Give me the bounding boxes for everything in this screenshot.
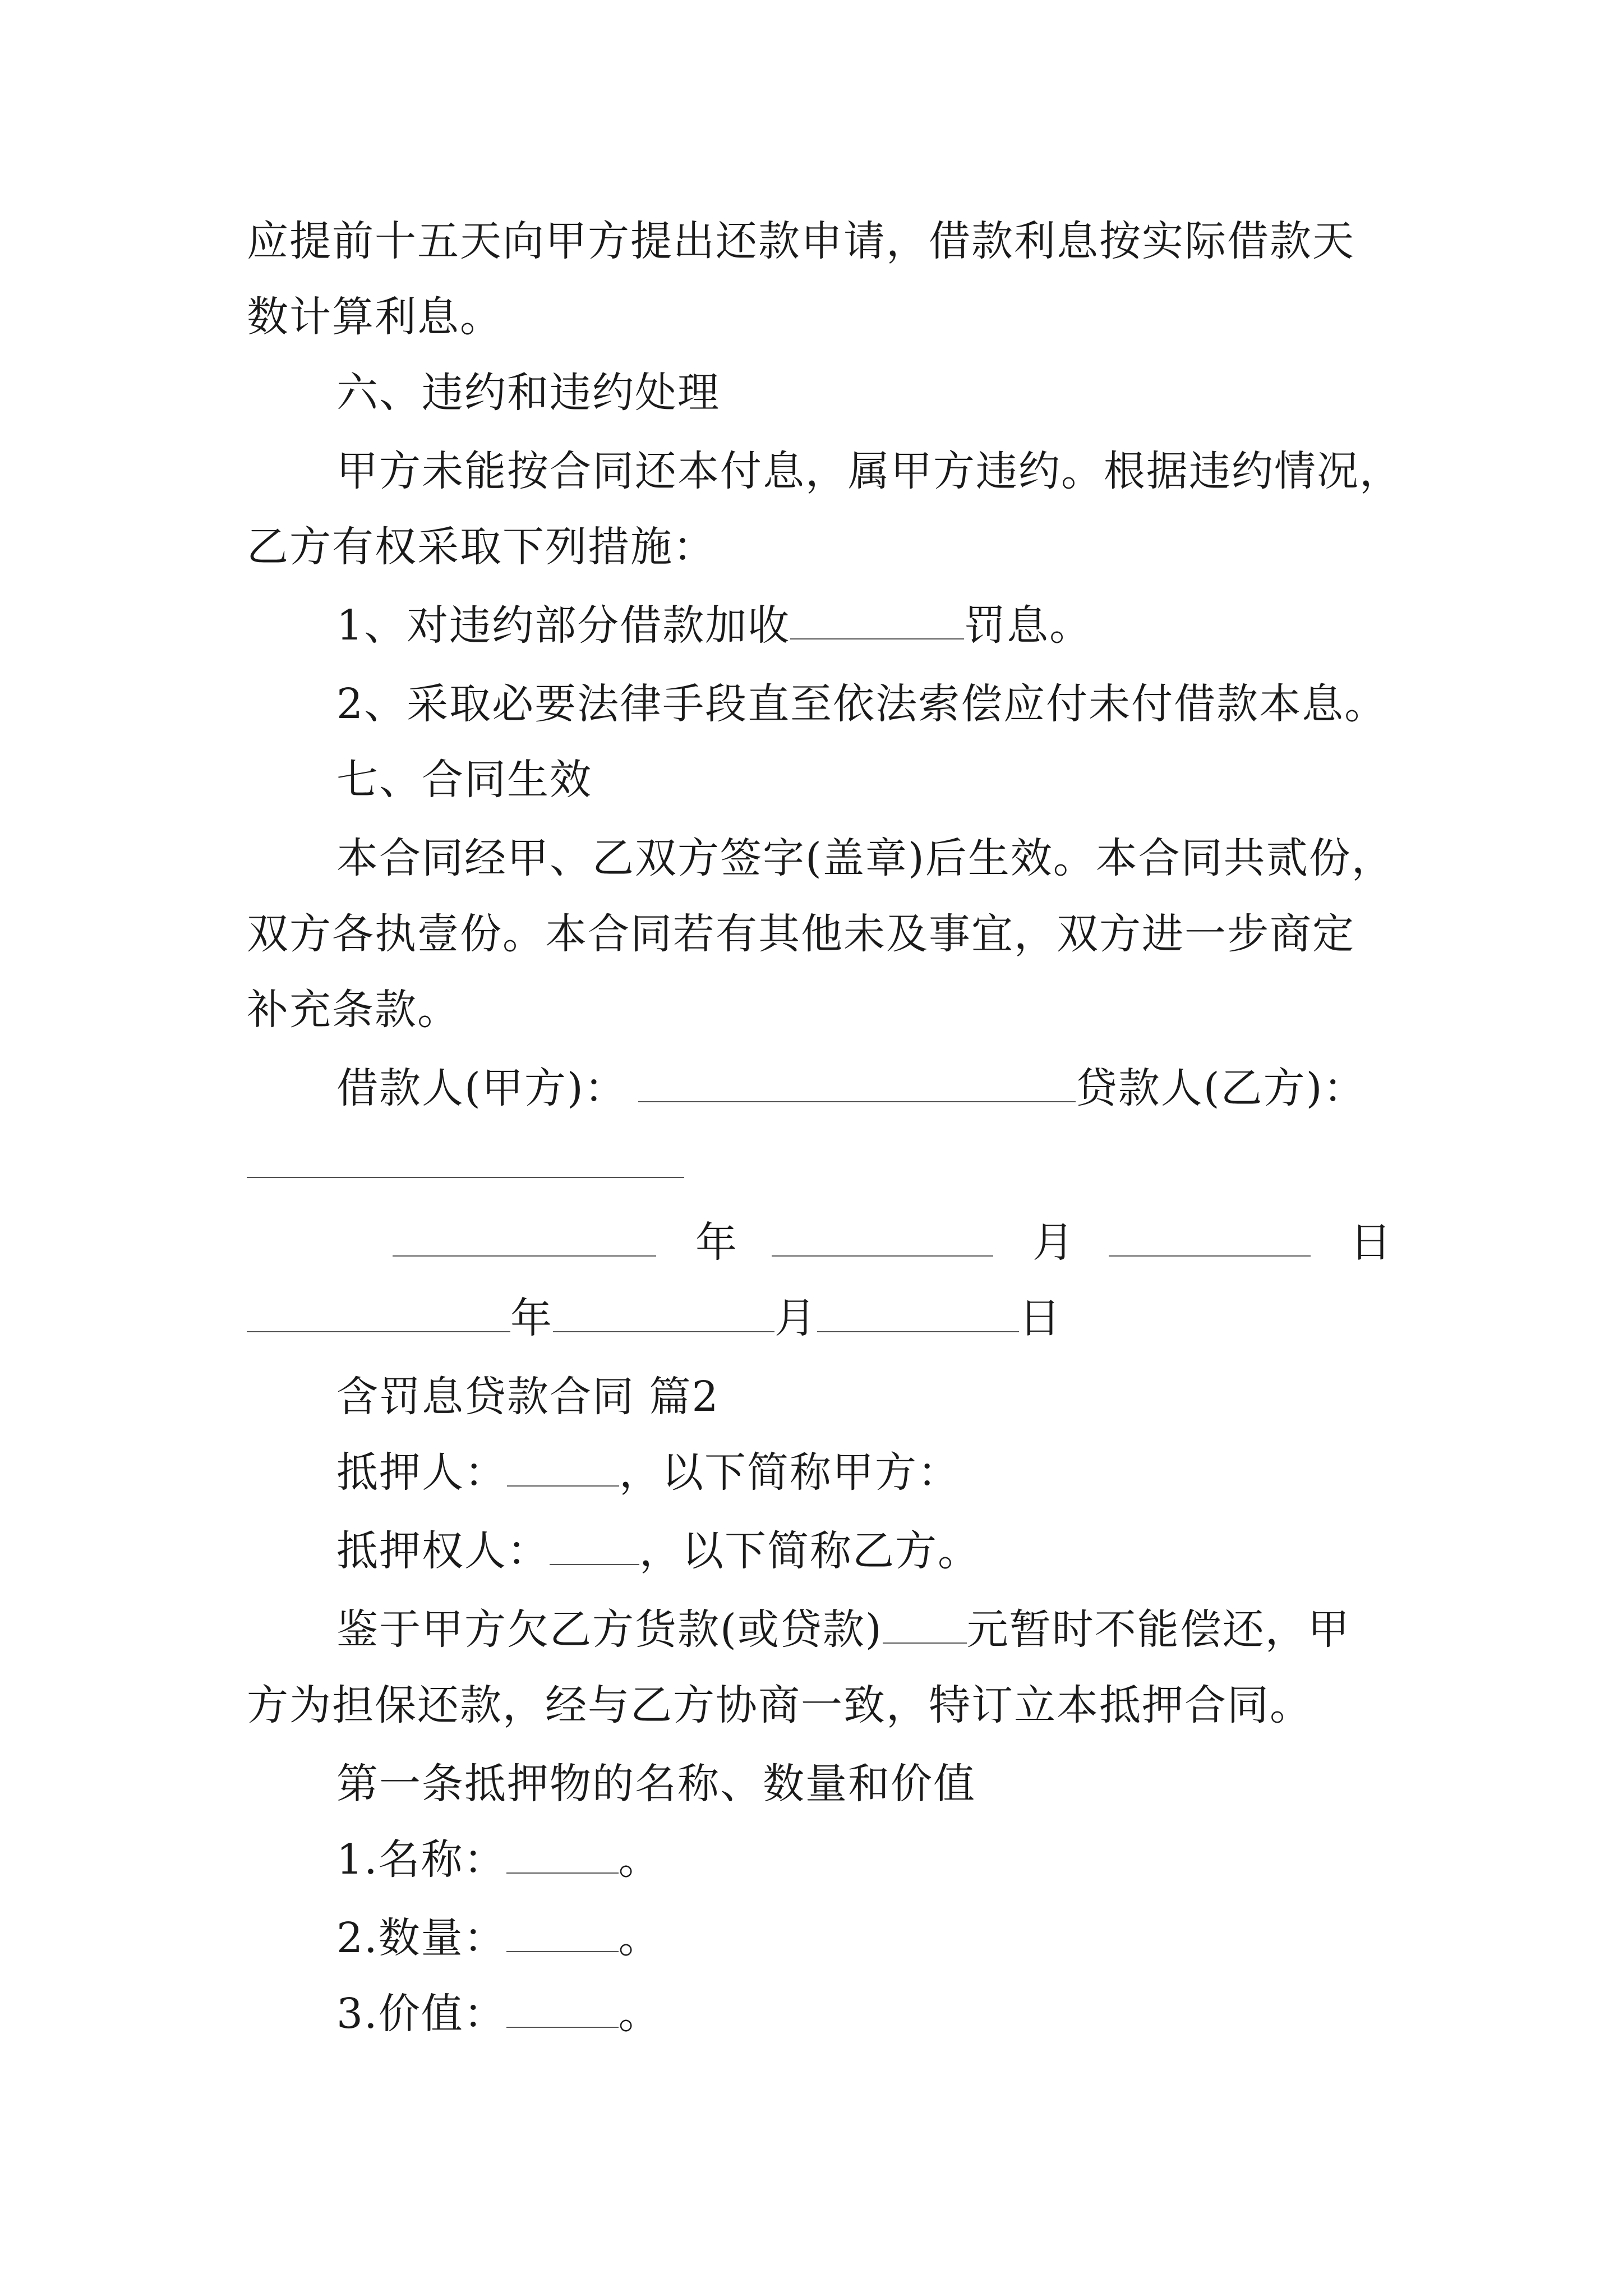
section-heading-breach: 六、违约和违约处理 — [336, 369, 720, 417]
mortgagor-line — [336, 1444, 960, 1501]
day-blank — [1109, 1222, 1311, 1257]
contract-title-part2: 含罚息贷款合同 篇2 — [336, 1373, 720, 1421]
paragraph-line: 本合同经甲、乙双方签字(盖章)后生效。本合同共贰份， — [336, 834, 1394, 882]
measure-item-1 — [336, 597, 1092, 654]
period: 。 — [618, 1990, 661, 2038]
borrower-signature-blank — [638, 1068, 1076, 1102]
collateral-quantity-blank — [506, 1917, 619, 1952]
mortgagee-blank — [550, 1530, 639, 1565]
paragraph-line: 应提前十五天向甲方提出还款申请，借款利息按实际借款天 — [247, 217, 1355, 265]
month-label: 月 — [774, 1294, 817, 1342]
month-label: 月 — [1032, 1218, 1075, 1267]
period: 。 — [618, 1914, 661, 1962]
paragraph-line: 双方各执壹份。本合同若有其他未及事宜，双方进一步商定 — [247, 910, 1355, 958]
day-label: 日 — [1019, 1294, 1062, 1342]
debt-text: 鉴于甲方欠乙方货款(或贷款) — [336, 1605, 883, 1654]
paragraph-line: 乙方有权采取下列措施： — [247, 523, 716, 571]
date-line-borrower — [393, 1214, 1393, 1271]
day-label: 日 — [1350, 1218, 1393, 1267]
paragraph-line: 甲方未能按合同还本付息，属甲方违约。根据违约情况， — [336, 447, 1402, 495]
mortgagee-label: 抵押权人： — [336, 1527, 550, 1575]
measure-item-1-suffix: 罚息。 — [964, 601, 1092, 650]
day-blank — [817, 1297, 1019, 1332]
year-blank — [393, 1222, 656, 1257]
measure-item-1-text: 1、对违约部分借款加收 — [336, 601, 791, 650]
collateral-value-label: 3.价值： — [336, 1990, 506, 2038]
month-blank — [553, 1297, 774, 1332]
date-line-lender — [247, 1290, 1062, 1346]
year-label: 年 — [510, 1294, 553, 1342]
period: 。 — [618, 1835, 661, 1884]
mortgagee-suffix: ，以下简称乙方。 — [639, 1527, 980, 1575]
measure-item-2: 2、采取必要法律手段直至依法索偿应付未付借款本息。 — [336, 680, 1387, 728]
mortgagor-suffix: ，以下简称甲方： — [619, 1448, 960, 1497]
collateral-value-line — [336, 1986, 661, 2042]
mortgagor-blank — [507, 1452, 619, 1487]
section-heading-effect: 七、合同生效 — [336, 756, 592, 804]
mortgagor-label: 抵押人： — [336, 1448, 507, 1497]
article-heading-1: 第一条抵押物的名称、数量和价值 — [336, 1760, 976, 1808]
collateral-name-line — [336, 1832, 661, 1888]
collateral-name-blank — [506, 1839, 619, 1874]
borrower-label: 借款人(甲方)： — [336, 1064, 627, 1112]
paragraph-line: 补充条款。 — [247, 986, 460, 1034]
paragraph-line — [336, 1602, 1350, 1658]
year-blank — [247, 1297, 510, 1332]
paragraph-line: 数计算利息。 — [247, 293, 502, 341]
lender-signature-blank — [247, 1177, 684, 1178]
mortgagee-line — [336, 1523, 980, 1579]
month-blank — [772, 1222, 993, 1257]
amount-blank — [883, 1609, 967, 1644]
paragraph-line: 方为担保还款，经与乙方协商一致，特订立本抵押合同。 — [247, 1681, 1312, 1729]
collateral-quantity-line — [336, 1910, 661, 1966]
signature-line — [336, 1060, 1366, 1116]
year-label: 年 — [695, 1218, 738, 1267]
collateral-quantity-label: 2.数量： — [336, 1914, 506, 1962]
blank-field — [790, 605, 964, 639]
debt-text-suffix: 元暂时不能偿还，甲 — [966, 1605, 1350, 1654]
collateral-name-label: 1.名称： — [336, 1835, 506, 1884]
lender-label: 贷款人(乙方)： — [1075, 1064, 1366, 1112]
collateral-value-blank — [506, 1993, 619, 2028]
